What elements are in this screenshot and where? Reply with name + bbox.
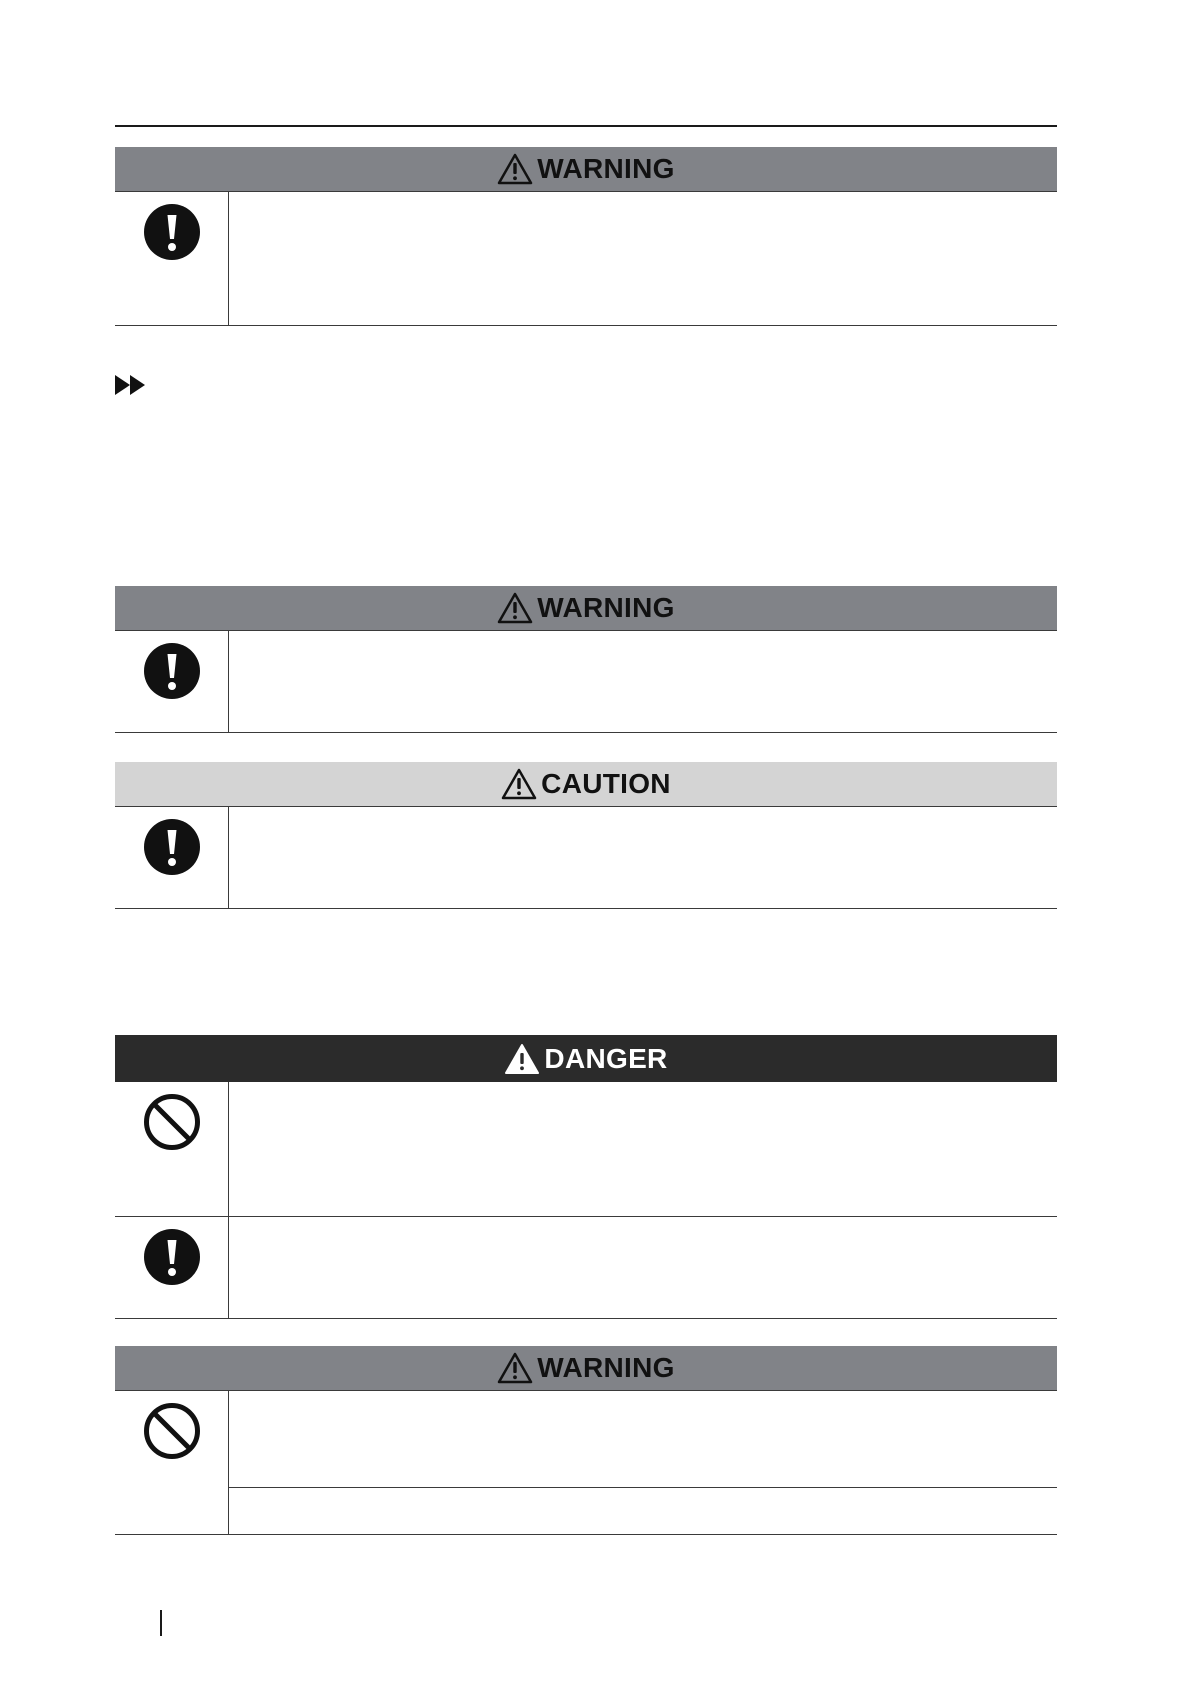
notice-row [115, 1082, 1057, 1217]
exclamation-icon [143, 203, 201, 261]
warning-triangle-icon [497, 592, 533, 624]
row-icon-cell [115, 192, 229, 325]
row-icon-cell [115, 1082, 229, 1216]
row-text-cell [229, 192, 1057, 325]
danger-header [115, 1035, 1057, 1082]
warning-notice-2 [115, 586, 1057, 733]
notice-label: WARNING [537, 592, 675, 623]
notice-row [115, 807, 1057, 909]
danger-notice [115, 1035, 1057, 1319]
fast-forward-icon [115, 374, 147, 396]
row-icon-cell [115, 1391, 229, 1534]
sub-cell [229, 1391, 1057, 1488]
notice-row [115, 631, 1057, 733]
row-icon-cell [115, 631, 229, 732]
row-text-cell [229, 631, 1057, 732]
prohibition-icon [143, 1402, 201, 1460]
warning-header [115, 147, 1057, 192]
exclamation-icon [143, 1228, 201, 1286]
row-text-cell [229, 1082, 1057, 1216]
caution-triangle-icon [501, 768, 537, 800]
row-icon-cell [115, 1217, 229, 1318]
caution-header [115, 762, 1057, 807]
notice-label: CAUTION [541, 768, 671, 799]
row-text-cell [229, 807, 1057, 908]
notice-row [115, 1391, 1057, 1535]
warning-notice-3 [115, 1346, 1057, 1535]
top-rule [115, 125, 1057, 127]
notice-row [115, 1217, 1057, 1319]
notice-label: DANGER [544, 1042, 668, 1074]
warning-triangle-icon [497, 1352, 533, 1384]
caution-notice [115, 762, 1057, 909]
exclamation-icon [143, 818, 201, 876]
row-text-cell [229, 1217, 1057, 1318]
exclamation-icon [143, 642, 201, 700]
warning-notice-1 [115, 147, 1057, 326]
prohibition-icon [143, 1093, 201, 1151]
notice-row [115, 192, 1057, 326]
notice-label: WARNING [537, 153, 675, 184]
row-text-cell [229, 1391, 1057, 1534]
row-icon-cell [115, 807, 229, 908]
warning-triangle-icon [497, 153, 533, 185]
warning-header [115, 1346, 1057, 1391]
notice-label: WARNING [537, 1352, 675, 1383]
danger-triangle-icon [504, 1043, 540, 1075]
warning-header [115, 586, 1057, 631]
page-number-divider [160, 1610, 162, 1636]
sub-cell [229, 1488, 1057, 1534]
